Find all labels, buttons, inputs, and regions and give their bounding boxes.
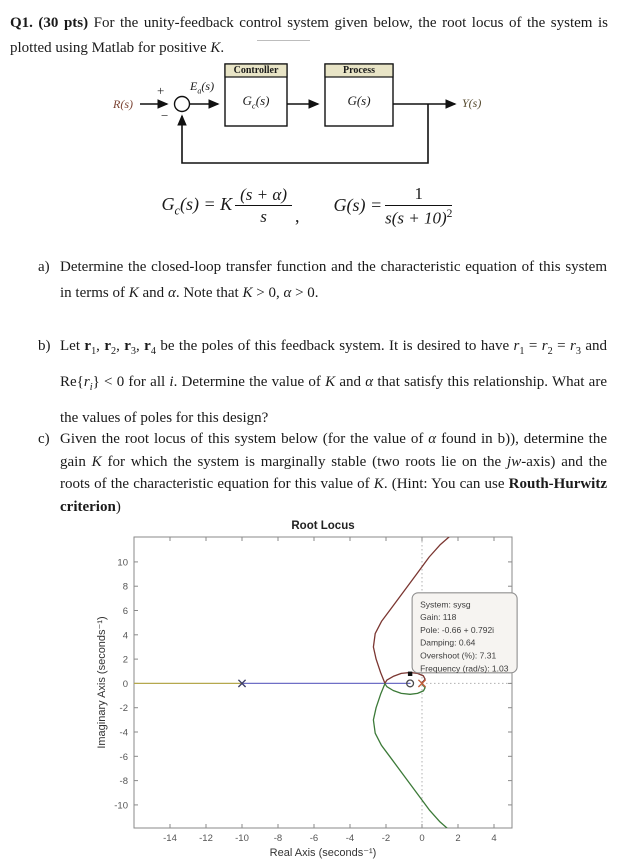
gc-fraction <box>235 185 292 227</box>
gc-numerator: (s + α) <box>235 185 292 207</box>
y-tick-label: -4 <box>119 727 128 739</box>
error-signal-label: $E_a(s)$ <box>190 79 215 96</box>
process-tf-equation <box>333 184 455 228</box>
y-tick-label: -10 <box>114 800 128 812</box>
g-numerator: 1 <box>385 184 452 206</box>
controller-tf-label: $G_c(s)$ <box>242 93 270 111</box>
x-tick-label: -14 <box>163 833 177 844</box>
datatip-line: Gain: 118 <box>420 612 457 623</box>
item-a-text: Determine the closed-loop transfer function and the characteristic equation of this system in terms of K and α. Note that K > 0, α > 0. <box>60 259 607 301</box>
x-tick-label: -6 <box>309 833 319 844</box>
x-axis-label: Real Axis (seconds⁻¹) <box>269 847 377 859</box>
output-signal-label: Y(s) <box>462 96 482 110</box>
y-tick-label: 4 <box>122 630 128 642</box>
datatip-line: Damping: 0.64 <box>420 637 476 648</box>
gc-lhs: $G_c(s) = K$ <box>161 193 233 218</box>
summing-junction <box>175 97 190 112</box>
item-a <box>38 254 607 306</box>
question-header: Q1. (30 pts) For the unity-feedback control system given below, the root locus of the system is plotted using Matlab for positive K. <box>10 15 608 56</box>
gc-denominator: s <box>260 207 267 227</box>
equations-row <box>0 184 617 228</box>
x-tick-label: -12 <box>199 833 213 844</box>
item-c-text: Given the root locus of this system below (for the value of α found in b)), determine the gain K for which the system is marginally stable (two roots lie on the jw-axis) and the roots of the characteristic equation for this value of K. (Hint: You can use Routh-Hurwitz criterion) <box>60 431 608 515</box>
scan-artifact-line <box>257 40 310 41</box>
item-b <box>38 331 607 434</box>
minus-sign: − <box>161 108 169 123</box>
controller-tf-equation <box>162 185 300 227</box>
g-denominator: $s(s + 10)^2$ <box>385 206 453 228</box>
x-tick-label: 4 <box>491 833 497 844</box>
plus-sign: + <box>157 83 165 98</box>
item-a-marker: a) <box>38 259 50 275</box>
y-axis-label: Imaginary Axis (seconds⁻¹) <box>96 616 108 749</box>
datatip-line: Overshoot (%): 7.31 <box>420 650 497 661</box>
input-signal-label: R(s) <box>113 97 133 111</box>
y-tick-label: 2 <box>122 654 128 666</box>
root-locus-plot <box>60 518 617 868</box>
y-tick-label: -2 <box>119 703 128 715</box>
item-b-marker: b) <box>38 338 51 354</box>
y-tick-label: -6 <box>119 751 128 763</box>
block-diagram <box>80 55 540 180</box>
x-tick-label: -2 <box>381 833 391 844</box>
g-lhs: G(s) = <box>333 195 383 216</box>
x-tick-label: -8 <box>273 833 283 844</box>
plot-box <box>134 537 512 828</box>
datatip-line: System: sysg <box>420 599 471 610</box>
x-tick-label: -4 <box>345 833 355 844</box>
x-tick-label: -10 <box>235 833 249 844</box>
plot-title: Root Locus <box>291 520 355 532</box>
x-tick-label: 2 <box>455 833 461 844</box>
y-tick-label: 8 <box>122 581 128 593</box>
g-fraction <box>385 184 452 228</box>
process-tf-label: G(s) <box>347 93 371 108</box>
y-tick-label: -8 <box>119 776 128 788</box>
datatip-anchor-point[interactable] <box>408 672 412 676</box>
item-c-marker: c) <box>38 431 50 447</box>
equation-comma: , <box>294 205 300 226</box>
x-tick-label: 0 <box>419 833 425 844</box>
y-tick-label: 6 <box>122 606 128 618</box>
item-b-text: Let $r_1$, $r_2$, $r_3$, $r_4$ be the poles of this feedback system. It is desired to have $r_1 = r_2 = r_3$ and $Re\{r_i\} < 0$ for all i. Determine the value of K and α that satisfy this relationship. What are the values of poles for this design? <box>60 338 607 426</box>
y-tick-label: 10 <box>117 557 128 569</box>
item-c <box>38 428 607 518</box>
process-header-label: Process <box>342 65 376 76</box>
controller-header-label: Controller <box>233 65 279 76</box>
datatip-line: Frequency (rad/s): 1.03 <box>420 663 509 674</box>
datatip-line: Pole: -0.66 + 0.792i <box>420 624 495 635</box>
y-tick-label: 0 <box>122 678 128 690</box>
